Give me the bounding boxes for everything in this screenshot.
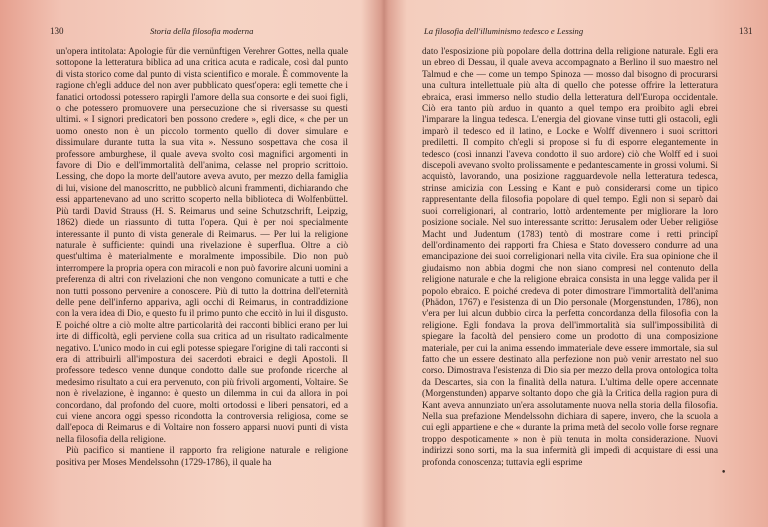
paragraph: Più pacifico si mantiene il rapporto fra religione naturale e religione positiva per Moses Mendelssohn (1729-1786), il quale ha <box>56 446 348 468</box>
margin-mark: • <box>721 468 727 478</box>
paragraph: un'opera intitolata: Apologie für die vernünftigen Verehrer Gottes, nella quale sottopone la letteratura biblica ad una critica acuta e radicale, così dal punto di vista storico come dal punto di vista scientifico e morale. È commovente la ragione ch'egli adduce del non aver pubblicato quest'opera: egli temette che i fanatici ortodossi potessero rapirgli l'amore della sua consorte e dei suoi figli, o che potessero promuovere una persecuzione che si riversasse su questi ultimi. « I signori predicatori ben possono credere », egli dice, « che per un uomo onesto non è un piccolo tormento quello di dover simulare e dissimulare durante tutta la sua vita ». Nessuno sospettava che cosa il professore amburghese, il quale aveva svolto così magnifici argomenti in favore di Dio e dell'immortalità dell'anima, celasse nel proprio scrittoio. Lessing, che dopo la morte dell'autore aveva avuto, per mezzo della famiglia di lui, visione del manoscritto, ne pubblicò alcuni frammenti, dichiarando che essi appartenevano ad uno scritto scoperto nella biblioteca di Wolfenbüttel. Più tardi David Strauss (H. S. Reimarus und seine Schutzschrift, Leipzig, 1862) diede un riassunto di tutta l'opera. Qui è per noi specialmente interessante il punto di vista generale di Reimarus. — Per lui la religione naturale è sufficiente: quindi una rivelazione è superflua. Oltre a ciò quest'ultima è materialmente e moralmente impossibile. Dio non può interrompere la propria opera con miracoli e non può favorire alcuni uomini a preferenza di altri con rivelazioni che non vengono comunicate a tutti e che non tutti possono pervenire a conoscere. Più di tutto la dottrina dell'eternità delle pene dell'inferno appariva, agli occhi di Reimarus, in contraddizione con la vera idea di Dio, e questo fu il primo punto che eccitò in lui il disgusto. E poiché oltre a ciò molte altre particolarità dei racconti biblici erano per lui irte di difficoltà, egli perviene colla sua critica ad un risultato radicalmente negativo. L'unico modo in cui egli potesse spiegare l'origine di tali racconti si era di attribuirli all'impostura dei sacerdoti ebraici e degli Apostoli. Il professore tedesco venne dunque condotto dalle sue profonde ricerche al medesimo risultato a cui era pervenuto, con più frivoli argomenti, Voltaire. Se non è rivelazione, è inganno: è questo un dilemma in cui da allora in poi concordano, dal profondo del cuore, molti ortodossi e liberi pensatori, ed a cui viene ancora oggi spesso ricondotta la controversia religiosa, come se dall'epoca di Reimarus e di Voltaire non fossero apparsi nuovi punti di vista nella filosofia della religione. <box>56 47 348 445</box>
running-head-right: La filosofia dell'illuminismo tedesco e Lessing <box>424 26 584 36</box>
left-page-body <box>56 47 348 517</box>
page-number-right: 131 <box>739 26 753 36</box>
running-head-left: Storia della filosofia moderna <box>150 26 254 36</box>
right-page <box>384 0 768 527</box>
paragraph: dato l'esposizione più popolare della dottrina della religione naturale. Egli era un ebreo di Dessau, il quale aveva accompagnato a Berlino il suo maestro nel Talmud e che — come un tempo Spinoza — mosso dal bisogno di procurarsi una cultura intellettuale più alta di quello che potesse offrire la letteratura ebraica, erasi immerso nello studio della letteratura dell'Europa occidentale. Ciò era tanto più arduo in quanto a quel tempo era proibito agli ebrei l'imparare la lingua tedesca. L'energia del giovane vinse tutti gli ostacoli, egli imparò il tedesco ed il latino, e Locke e Wolff divennero i suoi scrittori prediletti. Il compito ch'egli si propose si fu di esporre elegantemente in tedesco (così innanzi l'aveva condotto il suo ardore) ciò che Wolff ed i suoi discepoli avevano svolto prolissamente e pedantescamente in grossi volumi. Si acquistò, lavorando, una posizione ragguardevole nella letteratura tedesca, strinse amicizia con Lessing e Kant e può considerarsi come un tipico rappresentante della filosofia popolare di quel tempo. Egli non si separò dai suoi correligionari, al contrario, lottò ardentemente per migliorare la loro posizione sociale. Nel suo interessante scritto: Jerusalem oder Ueber religiöse Macht und Judentum (1783) tentò di mostrare come i retti principî dell'ordinamento dei rapporti fra Chiesa e Stato dovessero condurre ad una emancipazione dei suoi correligionari nella vita civile. Era sua opinione che il giudaismo non abbia dogmi che non siano compresi nel contenuto della religione naturale e che la religione ebraica consista in una legge valida per il popolo ebraico. E poiché credeva di poter dimostrare l'immortalità dell'anima (Phädon, 1767) e l'esistenza di un Dio personale (Morgenstunden, 1786), non v'era per lui alcun dubbio circa la perfetta concordanza della filosofia con la religione. Egli fondava la prova dell'immortalità sia sull'impossibilità di spiegare la facoltà del pensiero come un prodotto di una composizione materiale, per cui la anima essendo immateriale deve essere immortale, sia sul fatto che un essere destinato alla perfezione non può venir arrestato nel suo corso. Dimostrava l'esistenza di Dio sia per mezzo della prova ontologica tolta da Descartes, sia con la finalità della natura. L'ultima delle opere accennate (Morgenstunden) apparve soltanto dopo che già la Critica della ragion pura di Kant aveva annunziato un'era assolutamente nuova nella storia della filosofia. Nella sua prefazione Mendelssohn dichiara di sapere, invero, che la scuola a cui egli appartiene e che « durante la prima metà del secolo volle forse regnare troppo despoticamente » non è più tenuta in molta considerazione. Nuovi indirizzi sono sorti, ma la sua infermità gli impedì di acquistare di essi una profonda conoscenza; tuttavia egli esprime <box>422 47 718 468</box>
right-page-body <box>422 47 718 517</box>
page-number-left: 130 <box>50 26 64 36</box>
